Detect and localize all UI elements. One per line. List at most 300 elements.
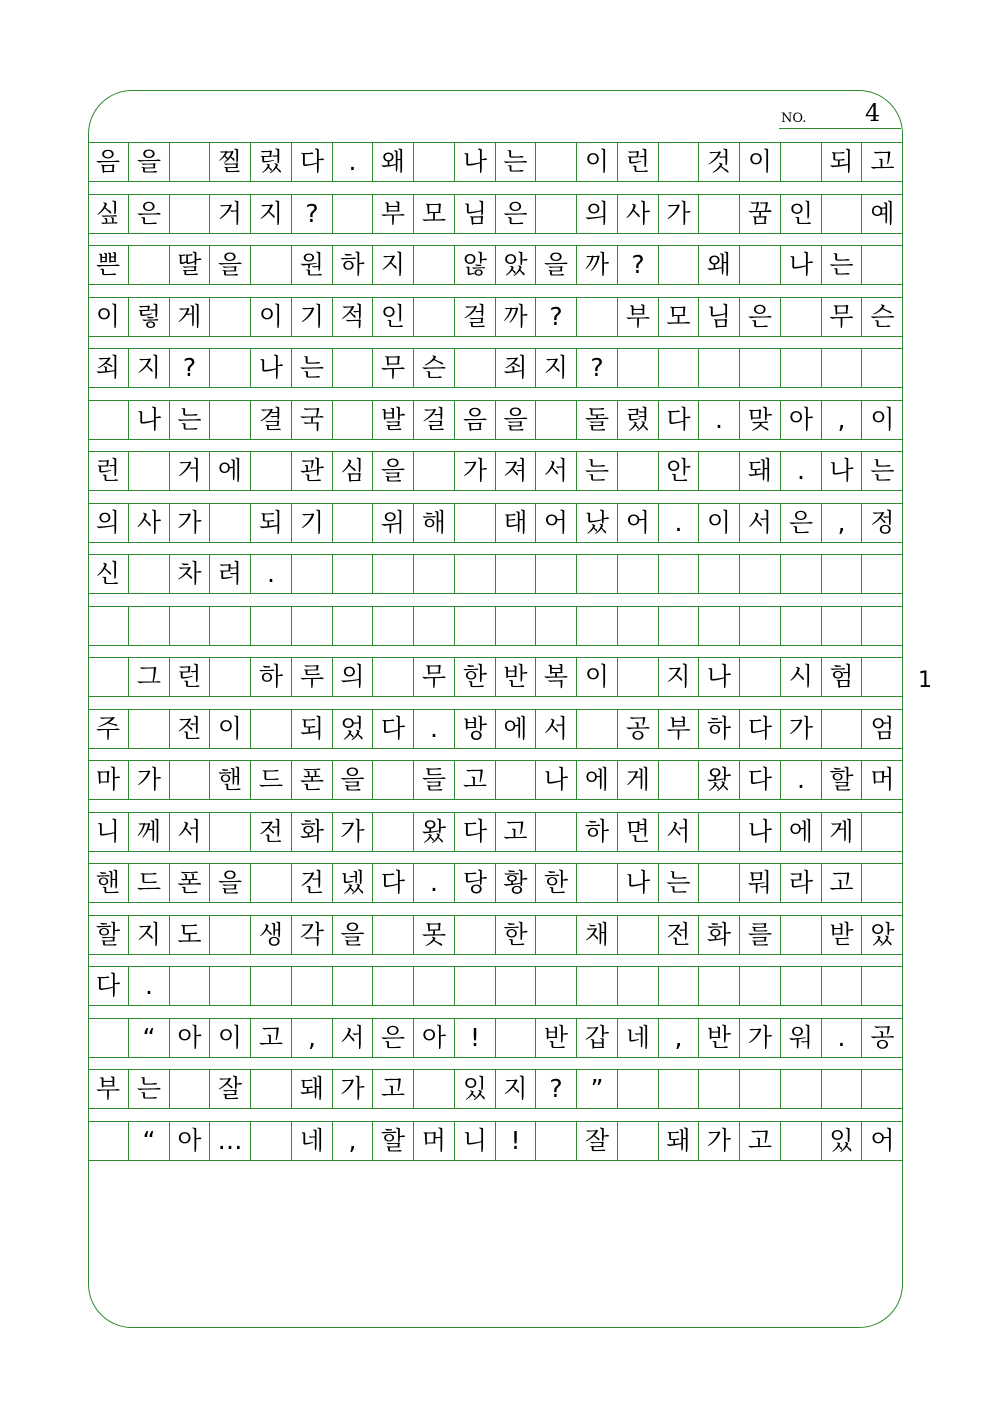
manuscript-cell: [699, 349, 740, 387]
manuscript-cell: [862, 555, 903, 593]
manuscript-cell: 채: [577, 916, 618, 954]
manuscript-cell: [414, 246, 455, 284]
manuscript-cell: [292, 967, 333, 1005]
manuscript-cell: 시: [781, 658, 822, 696]
manuscript-row: [88, 245, 903, 285]
manuscript-cell: [618, 555, 659, 593]
manuscript-row: [88, 915, 903, 955]
manuscript-cell: [781, 298, 822, 336]
manuscript-cell: 전: [659, 916, 699, 954]
manuscript-cell: 왜: [699, 246, 740, 284]
manuscript-cell: 돌: [577, 401, 618, 439]
manuscript-cell: 있: [455, 1070, 496, 1108]
manuscript-cell: 나: [699, 658, 740, 696]
manuscript-cell: [373, 761, 414, 799]
manuscript-cell: [455, 504, 496, 542]
manuscript-cell: 그: [129, 658, 170, 696]
manuscript-cell: [862, 658, 903, 696]
manuscript-cell: 런: [170, 658, 210, 696]
manuscript-cell: 마: [88, 761, 129, 799]
manuscript-cell: 넸: [333, 864, 373, 902]
manuscript-cell: .: [699, 401, 740, 439]
manuscript-cell: [822, 195, 862, 233]
manuscript-cell: 아: [781, 401, 822, 439]
manuscript-cell: 부: [659, 710, 699, 748]
manuscript-cell: 죄: [88, 349, 129, 387]
manuscript-cell: 에: [496, 710, 536, 748]
manuscript-row: [88, 451, 903, 491]
manuscript-cell: [373, 813, 414, 851]
manuscript-row: [88, 297, 903, 337]
manuscript-cell: 서: [740, 504, 781, 542]
manuscript-cell: 찔: [210, 143, 251, 181]
manuscript-cell: [618, 658, 659, 696]
manuscript-cell: 은: [781, 504, 822, 542]
manuscript-cell: 에: [781, 813, 822, 851]
manuscript-cell: [536, 555, 577, 593]
manuscript-cell: .: [822, 1019, 862, 1057]
manuscript-cell: 렸: [618, 401, 659, 439]
manuscript-cell: ?: [292, 195, 333, 233]
manuscript-cell: 다: [88, 967, 129, 1005]
manuscript-cell: 고: [373, 1070, 414, 1108]
manuscript-cell: [699, 967, 740, 1005]
manuscript-cell: 께: [129, 813, 170, 851]
manuscript-cell: [699, 555, 740, 593]
manuscript-cell: [88, 1019, 129, 1057]
manuscript-cell: 지: [373, 246, 414, 284]
manuscript-cell: [210, 813, 251, 851]
manuscript-cell: ,: [659, 1019, 699, 1057]
manuscript-cell: 가: [333, 1070, 373, 1108]
manuscript-cell: [822, 555, 862, 593]
manuscript-cell: 건: [292, 864, 333, 902]
manuscript-cell: 전: [170, 710, 210, 748]
manuscript-cell: 이: [740, 143, 781, 181]
manuscript-cell: [210, 967, 251, 1005]
manuscript-cell: 는: [659, 864, 699, 902]
manuscript-cell: 맞: [740, 401, 781, 439]
manuscript-cell: [618, 452, 659, 490]
manuscript-cell: 은: [373, 1019, 414, 1057]
manuscript-cell: .: [659, 504, 699, 542]
manuscript-cell: [129, 555, 170, 593]
manuscript-cell: 죄: [496, 349, 536, 387]
manuscript-cell: 런: [88, 452, 129, 490]
page-number-label: NO.: [781, 111, 807, 126]
manuscript-cell: 면: [618, 813, 659, 851]
manuscript-cell: [210, 504, 251, 542]
manuscript-cell: 주: [88, 710, 129, 748]
page-number-value: 4: [865, 99, 881, 127]
manuscript-cell: [618, 916, 659, 954]
manuscript-cell: 지: [129, 349, 170, 387]
manuscript-cell: 렀: [251, 143, 292, 181]
manuscript-cell: [781, 349, 822, 387]
manuscript-cell: 를: [740, 916, 781, 954]
manuscript-cell: 렇: [129, 298, 170, 336]
manuscript-cell: 딸: [170, 246, 210, 284]
manuscript-cell: [414, 298, 455, 336]
manuscript-cell: 해: [414, 504, 455, 542]
manuscript-cell: 왜: [373, 143, 414, 181]
manuscript-cell: 위: [373, 504, 414, 542]
manuscript-cell: 다: [740, 761, 781, 799]
manuscript-cell: 이: [577, 143, 618, 181]
manuscript-cell: [618, 1070, 659, 1108]
manuscript-cell: 을: [536, 246, 577, 284]
manuscript-cell: 님: [455, 195, 496, 233]
manuscript-cell: 부: [618, 298, 659, 336]
manuscript-cell: 은: [496, 195, 536, 233]
manuscript-cell: 이: [577, 658, 618, 696]
manuscript-cell: [170, 143, 210, 181]
manuscript-cell: 네: [618, 1019, 659, 1057]
manuscript-cell: [210, 298, 251, 336]
manuscript-cell: 방: [455, 710, 496, 748]
manuscript-cell: 나: [536, 761, 577, 799]
manuscript-cell: [577, 298, 618, 336]
manuscript-cell: 이: [88, 298, 129, 336]
manuscript-cell: [862, 349, 903, 387]
manuscript-cell: [618, 607, 659, 645]
manuscript-cell: 은: [129, 195, 170, 233]
manuscript-cell: 되: [292, 710, 333, 748]
margin-note: 1: [918, 668, 932, 693]
manuscript-cell: 도: [170, 916, 210, 954]
manuscript-cell: 핸: [88, 864, 129, 902]
manuscript-cell: …: [210, 1122, 251, 1160]
manuscript-cell: 까: [496, 298, 536, 336]
manuscript-cell: [455, 607, 496, 645]
manuscript-cell: 의: [577, 195, 618, 233]
manuscript-cell: 었: [333, 710, 373, 748]
manuscript-cell: “: [129, 1122, 170, 1160]
manuscript-cell: 서: [536, 452, 577, 490]
manuscript-cell: 고: [822, 864, 862, 902]
manuscript-cell: [455, 916, 496, 954]
manuscript-row: [88, 966, 903, 1006]
manuscript-row: [88, 863, 903, 903]
manuscript-cell: [781, 143, 822, 181]
manuscript-cell: 서: [536, 710, 577, 748]
manuscript-cell: [781, 1122, 822, 1160]
manuscript-cell: 부: [88, 1070, 129, 1108]
manuscript-cell: 이: [870, 405, 895, 434]
manuscript-cell: “: [129, 1019, 170, 1057]
manuscript-cell: 슨: [870, 302, 895, 331]
manuscript-cell: 공: [618, 710, 659, 748]
manuscript-row: [88, 194, 903, 234]
manuscript-cell: 다: [455, 813, 496, 851]
manuscript-cell: 워: [781, 1019, 822, 1057]
manuscript-cell: [740, 555, 781, 593]
manuscript-cell: [170, 195, 210, 233]
manuscript-cell: [373, 658, 414, 696]
manuscript-cell: 아: [414, 1019, 455, 1057]
manuscript-cell: 는: [170, 401, 210, 439]
manuscript-cell: 무: [414, 658, 455, 696]
manuscript-cell: [170, 1070, 210, 1108]
manuscript-cell: 싶: [88, 195, 129, 233]
manuscript-cell: 나: [618, 864, 659, 902]
manuscript-row: [88, 142, 903, 182]
manuscript-cell: 다: [740, 710, 781, 748]
manuscript-cell: 슨: [414, 349, 455, 387]
manuscript-cell: .: [781, 452, 822, 490]
manuscript-cell: 고: [496, 813, 536, 851]
manuscript-cell: [414, 555, 455, 593]
manuscript-cell: 은: [740, 298, 781, 336]
manuscript-cell: [210, 607, 251, 645]
manuscript-cell: 결: [251, 401, 292, 439]
manuscript-cell: [210, 349, 251, 387]
manuscript-cell: [781, 1070, 822, 1108]
manuscript-cell: [333, 504, 373, 542]
manuscript-cell: 았: [496, 246, 536, 284]
manuscript-cell: 을: [210, 864, 251, 902]
manuscript-cell: 전: [251, 813, 292, 851]
manuscript-cell: 는: [496, 143, 536, 181]
manuscript-cell: 적: [333, 298, 373, 336]
manuscript-cell: [577, 864, 618, 902]
manuscript-row: [88, 348, 903, 388]
manuscript-cell: 고: [870, 147, 895, 176]
manuscript-cell: [129, 710, 170, 748]
manuscript-cell: 네: [292, 1122, 333, 1160]
manuscript-cell: [251, 452, 292, 490]
manuscript-cell: 다: [373, 710, 414, 748]
manuscript-cell: [292, 555, 333, 593]
manuscript-cell: 지: [251, 195, 292, 233]
manuscript-cell: .: [129, 967, 170, 1005]
manuscript-cell: 하: [251, 658, 292, 696]
manuscript-cell: [333, 349, 373, 387]
manuscript-cell: 인: [373, 298, 414, 336]
manuscript-cell: 님: [699, 298, 740, 336]
manuscript-cell: [659, 761, 699, 799]
manuscript-cell: 왔: [414, 813, 455, 851]
manuscript-cell: [496, 555, 536, 593]
manuscript-cell: 갑: [577, 1019, 618, 1057]
manuscript-cell: 지: [659, 658, 699, 696]
manuscript-cell: 하: [577, 813, 618, 851]
manuscript-cell: [129, 452, 170, 490]
manuscript-cell: [88, 1122, 129, 1160]
manuscript-cell: 가: [740, 1019, 781, 1057]
manuscript-cell: [88, 607, 129, 645]
manuscript-cell: 다: [292, 143, 333, 181]
manuscript-cell: !: [455, 1019, 496, 1057]
manuscript-cell: 핸: [210, 761, 251, 799]
manuscript-cell: 폰: [292, 761, 333, 799]
manuscript-cell: 쁜: [88, 246, 129, 284]
manuscript-cell: [333, 401, 373, 439]
manuscript-row: [88, 1018, 903, 1058]
manuscript-cell: [740, 607, 781, 645]
manuscript-cell: 할: [373, 1122, 414, 1160]
manuscript-cell: 있: [822, 1122, 862, 1160]
manuscript-cell: [496, 761, 536, 799]
manuscript-cell: 잘: [577, 1122, 618, 1160]
manuscript-cell: 을: [333, 916, 373, 954]
manuscript-cell: [496, 967, 536, 1005]
manuscript-cell: 는: [870, 456, 895, 485]
manuscript-cell: [536, 916, 577, 954]
manuscript-cell: 가: [333, 813, 373, 851]
manuscript-cell: 는: [577, 452, 618, 490]
manuscript-cell: [822, 1070, 862, 1108]
manuscript-cell: 돼: [292, 1070, 333, 1108]
manuscript-cell: 는: [822, 246, 862, 284]
manuscript-cell: 원: [292, 246, 333, 284]
manuscript-cell: 한: [536, 864, 577, 902]
manuscript-cell: 지: [496, 1070, 536, 1108]
manuscript-cell: !: [496, 1122, 536, 1160]
manuscript-cell: ”: [577, 1070, 618, 1108]
manuscript-row: [88, 554, 903, 594]
manuscript-cell: 각: [292, 916, 333, 954]
manuscript-cell: 나: [822, 452, 862, 490]
manuscript-cell: [659, 246, 699, 284]
manuscript-cell: [455, 555, 496, 593]
manuscript-cell: 되: [822, 143, 862, 181]
manuscript-cell: 가: [129, 761, 170, 799]
manuscript-cell: .: [333, 143, 373, 181]
manuscript-row: [88, 1069, 903, 1109]
manuscript-cell: 기: [292, 298, 333, 336]
manuscript-cell: [129, 607, 170, 645]
manuscript-cell: [536, 143, 577, 181]
manuscript-cell: [536, 1122, 577, 1160]
manuscript-cell: [659, 967, 699, 1005]
manuscript-cell: [292, 607, 333, 645]
manuscript-cell: 가: [659, 195, 699, 233]
manuscript-cell: [170, 967, 210, 1005]
manuscript-cell: 나: [740, 813, 781, 851]
manuscript-cell: 런: [618, 143, 659, 181]
manuscript-row: [88, 812, 903, 852]
manuscript-cell: [373, 916, 414, 954]
manuscript-cell: 기: [292, 504, 333, 542]
manuscript-cell: [740, 658, 781, 696]
manuscript-cell: [577, 710, 618, 748]
manuscript-cell: [618, 1122, 659, 1160]
manuscript-cell: 에: [210, 452, 251, 490]
manuscript-cell: ,: [822, 504, 862, 542]
manuscript-cell: [699, 813, 740, 851]
manuscript-cell: 서: [659, 813, 699, 851]
manuscript-cell: 았: [870, 920, 895, 949]
manuscript-cell: [333, 607, 373, 645]
manuscript-cell: 정: [870, 508, 895, 537]
manuscript-cell: [781, 607, 822, 645]
manuscript-cell: [740, 349, 781, 387]
manuscript-cell: [781, 555, 822, 593]
manuscript-cell: 을: [210, 246, 251, 284]
manuscript-cell: [699, 452, 740, 490]
manuscript-cell: 공: [870, 1023, 895, 1052]
manuscript-cell: [170, 607, 210, 645]
manuscript-cell: 뭐: [740, 864, 781, 902]
manuscript-cell: [414, 967, 455, 1005]
manuscript-cell: [699, 1070, 740, 1108]
manuscript-cell: 나: [129, 401, 170, 439]
manuscript-cell: [740, 1070, 781, 1108]
manuscript-cell: 을: [333, 761, 373, 799]
manuscript-cell: [251, 710, 292, 748]
manuscript-cell: [618, 349, 659, 387]
manuscript-cell: [577, 555, 618, 593]
manuscript-cell: 사: [618, 195, 659, 233]
manuscript-cell: [373, 607, 414, 645]
manuscript-cell: 반: [536, 1019, 577, 1057]
manuscript-cell: [88, 658, 129, 696]
manuscript-cell: 험: [822, 658, 862, 696]
manuscript-cell: 엄: [870, 714, 895, 743]
manuscript-cell: 생: [251, 916, 292, 954]
manuscript-cell: 니: [455, 1122, 496, 1160]
manuscript-cell: 이: [210, 710, 251, 748]
manuscript-cell: [333, 555, 373, 593]
manuscript-cell: [659, 349, 699, 387]
manuscript-cell: [414, 452, 455, 490]
manuscript-cell: 을: [129, 143, 170, 181]
manuscript-cell: 꿈: [740, 195, 781, 233]
manuscript-cell: [251, 607, 292, 645]
manuscript-cell: 라: [781, 864, 822, 902]
manuscript-cell: [333, 967, 373, 1005]
manuscript-cell: [862, 967, 903, 1005]
manuscript-cell: 폰: [170, 864, 210, 902]
manuscript-cell: 안: [659, 452, 699, 490]
manuscript-cell: 모: [659, 298, 699, 336]
manuscript-cell: [740, 967, 781, 1005]
manuscript-cell: 머: [414, 1122, 455, 1160]
manuscript-cell: 루: [292, 658, 333, 696]
manuscript-cell: 거: [210, 195, 251, 233]
manuscript-cell: [577, 967, 618, 1005]
manuscript-cell: 반: [699, 1019, 740, 1057]
manuscript-cell: ?: [536, 298, 577, 336]
manuscript-cell: 아: [170, 1122, 210, 1160]
manuscript-cell: ?: [577, 349, 618, 387]
manuscript-cell: ,: [822, 401, 862, 439]
manuscript-cell: 인: [781, 195, 822, 233]
manuscript-cell: 고: [740, 1122, 781, 1160]
manuscript-cell: 황: [496, 864, 536, 902]
manuscript-cell: 걸: [455, 298, 496, 336]
manuscript-cell: 지: [536, 349, 577, 387]
manuscript-cell: 당: [455, 864, 496, 902]
manuscript-cell: 게: [618, 761, 659, 799]
manuscript-cell: 할: [88, 916, 129, 954]
manuscript-cell: 가: [170, 504, 210, 542]
manuscript-row: [88, 400, 903, 440]
manuscript-row: [88, 709, 903, 749]
manuscript-cell: 고: [251, 1019, 292, 1057]
manuscript-cell: 는: [129, 1070, 170, 1108]
manuscript-cell: 화: [699, 916, 740, 954]
manuscript-cell: 드: [129, 864, 170, 902]
manuscript-cell: [536, 813, 577, 851]
manuscript-cell: 머: [870, 765, 895, 794]
manuscript-cell: [659, 143, 699, 181]
manuscript-cell: [455, 349, 496, 387]
manuscript-cell: 모: [414, 195, 455, 233]
manuscript-row: [88, 1121, 903, 1161]
manuscript-cell: 서: [170, 813, 210, 851]
